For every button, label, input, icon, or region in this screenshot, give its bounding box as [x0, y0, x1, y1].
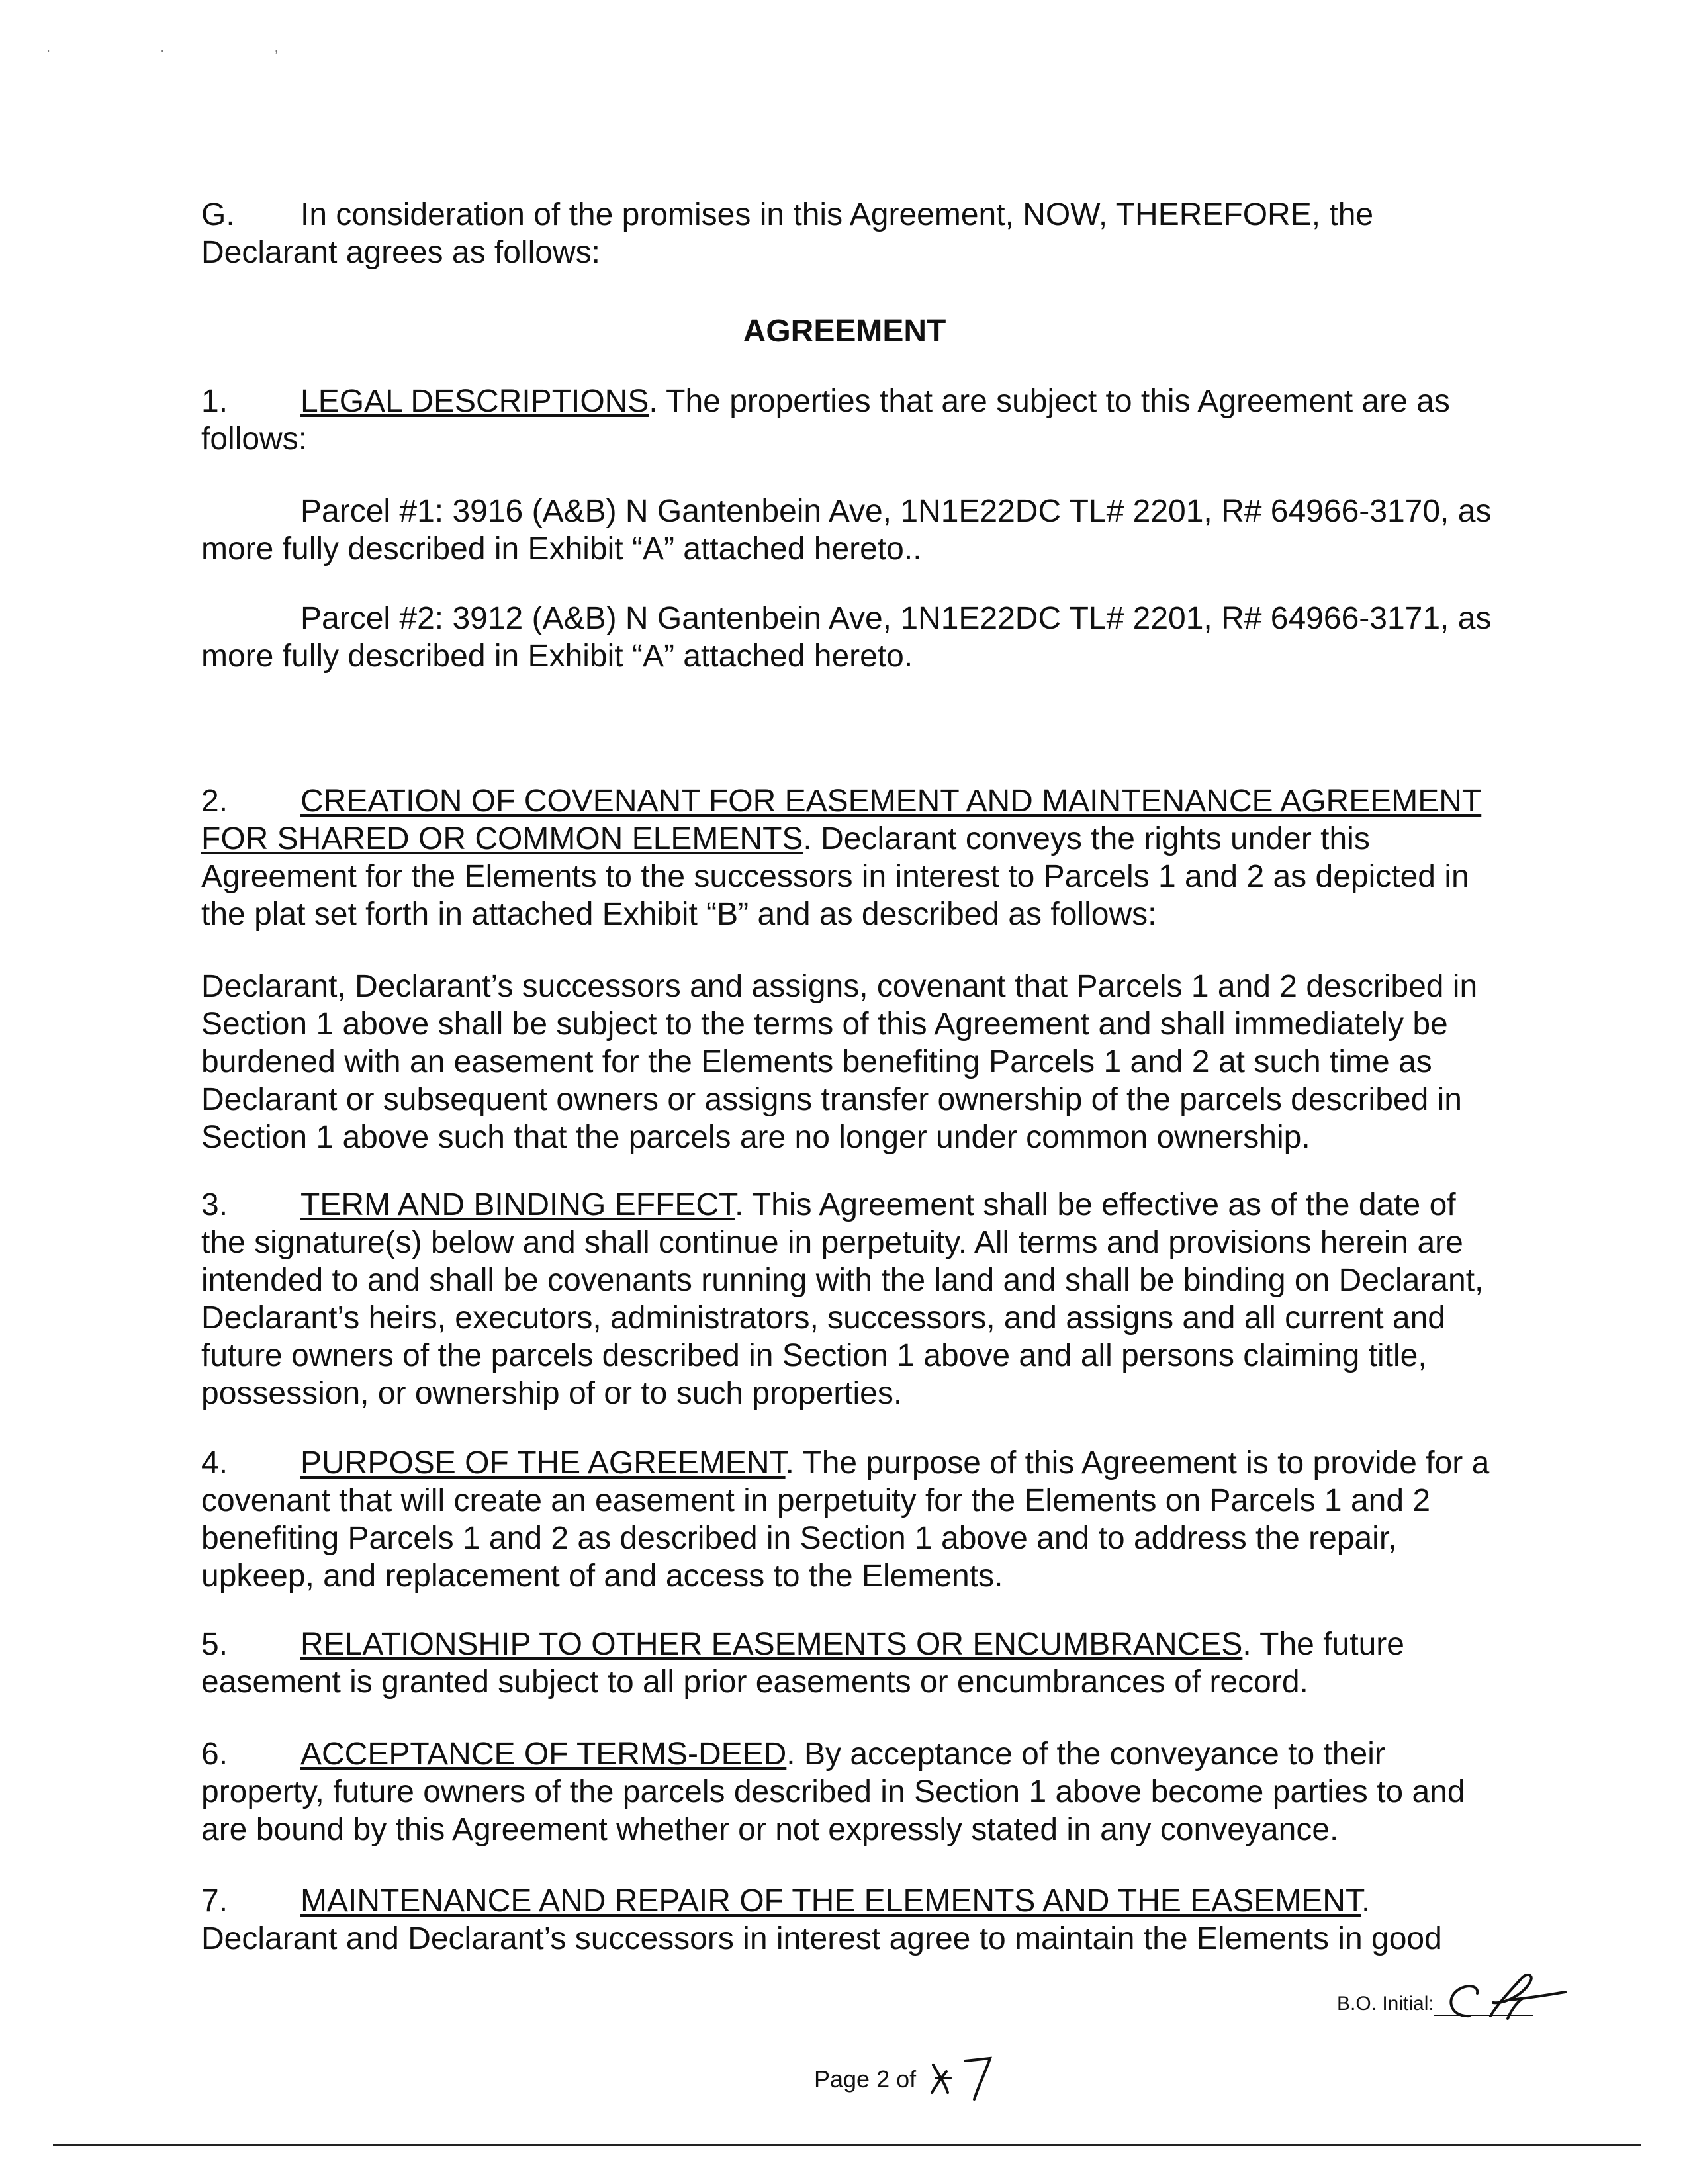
- section-number: 2.: [201, 784, 228, 819]
- section-text: . By acceptance of the conveyance to their: [786, 1737, 1385, 1772]
- section-text: . This Agreement shall be effective as of the date of: [735, 1187, 1456, 1222]
- section-text-line: possession, or ownership of or to such properties.: [201, 1376, 903, 1411]
- section-title: RELATIONSHIP TO OTHER EASEMENTS OR ENCUMBRANCES: [300, 1627, 1243, 1662]
- section-text: . The properties that are subject to this Agreement are as: [649, 384, 1450, 419]
- paragraph-text: In consideration of the promises in this Agreement, NOW, THEREFORE, the: [300, 197, 1374, 232]
- paragraph-text-line2: Declarant agrees as follows:: [201, 235, 600, 270]
- section-title: CREATION OF COVENANT FOR EASEMENT AND MAINTENANCE AGREEMENT: [300, 784, 1482, 819]
- parcel-line: Parcel #1: 3916 (A&B) N Gantenbein Ave, 1N1E22DC TL# 2201, R# 64966-3170, as: [300, 494, 1492, 529]
- section-text-line: covenant that will create an easement in perpetuity for the Elements on Parcels 1 and 2: [201, 1483, 1431, 1518]
- section-text-line2: follows:: [201, 422, 308, 457]
- page-number-text: Page 2 of: [814, 2066, 917, 2093]
- section-heading: AGREEMENT: [743, 314, 946, 349]
- section-text-line: benefiting Parcels 1 and 2 as described in Section 1 above and to address the repair,: [201, 1521, 1397, 1556]
- scan-specks: . . ,: [46, 38, 332, 55]
- section-title: PURPOSE OF THE AGREEMENT: [300, 1445, 786, 1480]
- section-text: .: [1361, 1884, 1371, 1919]
- section-text-line: intended to and shall be covenants running with the land and shall be binding on Declarant,: [201, 1263, 1484, 1298]
- section-1: [201, 383, 1565, 458]
- section-title: MAINTENANCE AND REPAIR OF THE ELEMENTS AND THE EASEMENT: [300, 1884, 1361, 1919]
- handwritten-page-count: [927, 2052, 999, 2105]
- handwritten-initials-signature: [1430, 1970, 1588, 2029]
- section-7: [201, 1882, 1565, 1958]
- section-text-line: Section 1 above such that the parcels are no longer under common ownership.: [201, 1120, 1310, 1155]
- section-text: . Declarant conveys the rights under this: [803, 821, 1370, 856]
- section-number: 5.: [201, 1627, 228, 1662]
- section-text-line: are bound by this Agreement whether or not expressly stated in any conveyance.: [201, 1812, 1339, 1847]
- section-text: . The purpose of this Agreement is to provide for a: [785, 1445, 1490, 1480]
- section-2: [201, 782, 1565, 933]
- section-text-line: future owners of the parcels described in Section 1 above and all persons claiming title,: [201, 1338, 1427, 1373]
- parcel-line: Parcel #2: 3912 (A&B) N Gantenbein Ave, 1N1E22DC TL# 2201, R# 64966-3171, as: [300, 601, 1492, 636]
- section-5: [201, 1625, 1565, 1701]
- section-text-line: Declarant or subsequent owners or assigns transfer ownership of the parcels described in: [201, 1082, 1462, 1117]
- parcel-2-description: [201, 600, 1565, 675]
- section-title: TERM AND BINDING EFFECT: [300, 1187, 735, 1222]
- section-text-line: Declarant and Declarant’s successors in interest agree to maintain the Elements in good: [201, 1921, 1442, 1956]
- parcel-1-description: [201, 492, 1565, 568]
- section-number: 7.: [201, 1884, 228, 1919]
- page-number-footer: [814, 2065, 916, 2094]
- section-text-line: the signature(s) below and shall continue in perpetuity. All terms and provisions herein are: [201, 1225, 1463, 1260]
- section-number: 6.: [201, 1737, 228, 1772]
- section-number: 4.: [201, 1445, 228, 1480]
- section-text-line: Section 1 above shall be subject to the terms of this Agreement and shall immediately be: [201, 1007, 1448, 1042]
- section-text-line: upkeep, and replacement of and access to the Elements.: [201, 1559, 1003, 1594]
- parcel-line: more fully described in Exhibit “A” attached hereto.: [201, 639, 913, 674]
- paragraph-letter: G.: [201, 197, 235, 232]
- bottom-rule: [53, 2144, 1641, 2146]
- section-title: LEGAL DESCRIPTIONS: [300, 384, 649, 419]
- section-text-line: Declarant’s heirs, executors, administrators, successors, and assigns and all current and: [201, 1300, 1445, 1336]
- section-text-line: burdened with an easement for the Elements benefiting Parcels 1 and 2 at such time as: [201, 1044, 1432, 1079]
- section-text-line: the plat set forth in attached Exhibit “B” and as described as follows:: [201, 897, 1157, 932]
- section-text-line: easement is granted subject to all prior easements or encumbrances of record.: [201, 1664, 1308, 1700]
- section-title-line2: FOR SHARED OR COMMON ELEMENTS: [201, 821, 803, 856]
- section-number: 1.: [201, 384, 228, 419]
- paragraph-g: [201, 196, 1565, 271]
- section-6: [201, 1735, 1565, 1848]
- section-3: [201, 1186, 1565, 1412]
- section-text-line: Agreement for the Elements to the successors in interest to Parcels 1 and 2 as depicted in: [201, 859, 1469, 894]
- section-2-covenant: [201, 968, 1565, 1156]
- section-title: ACCEPTANCE OF TERMS-DEED: [300, 1737, 787, 1772]
- initial-label: B.O. Initial:: [1337, 1993, 1434, 2015]
- parcel-line: more fully described in Exhibit “A” attached hereto..: [201, 531, 922, 567]
- section-text: . The future: [1242, 1627, 1404, 1662]
- section-number: 3.: [201, 1187, 228, 1222]
- section-text-line: property, future owners of the parcels described in Section 1 above become parties to and: [201, 1774, 1465, 1809]
- section-4: [201, 1444, 1565, 1595]
- section-text-line: Declarant, Declarant’s successors and assigns, covenant that Parcels 1 and 2 described in: [201, 969, 1478, 1004]
